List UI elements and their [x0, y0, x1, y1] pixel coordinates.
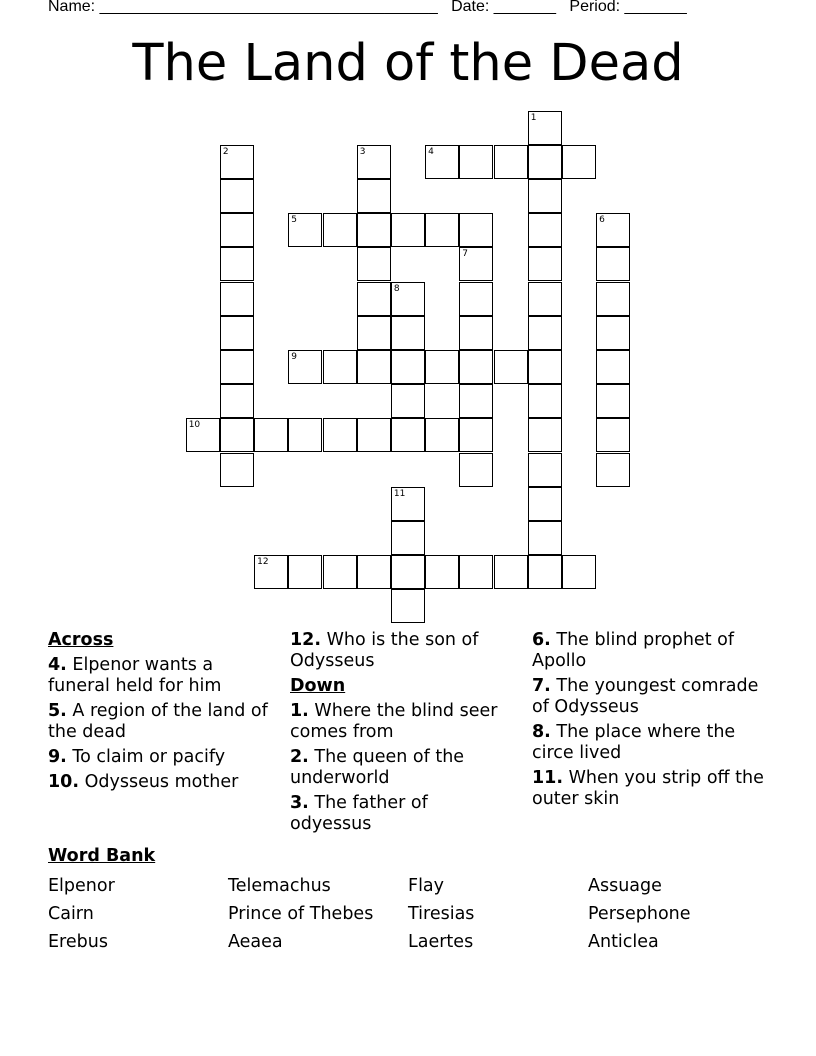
crossword-cell[interactable]	[459, 418, 493, 452]
clue-across-5: 5. A region of the land of the dead	[48, 701, 268, 742]
crossword-cell[interactable]	[288, 418, 322, 452]
crossword-cell[interactable]	[220, 282, 254, 316]
crossword-cell[interactable]	[391, 555, 425, 589]
crossword-cell[interactable]	[391, 521, 425, 555]
crossword-cell[interactable]	[528, 145, 562, 179]
crossword-cell[interactable]	[220, 179, 254, 213]
crossword-cell[interactable]	[323, 213, 357, 247]
word-bank-item: Anticlea	[588, 932, 659, 952]
crossword-cell[interactable]	[288, 555, 322, 589]
word-bank-item: Assuage	[588, 876, 662, 896]
crossword-cell[interactable]	[562, 145, 596, 179]
crossword-cell[interactable]	[391, 316, 425, 350]
across-heading: Across	[48, 630, 114, 650]
word-bank-item: Laertes	[408, 932, 474, 952]
crossword-cell[interactable]	[596, 247, 630, 281]
crossword-cell[interactable]	[357, 213, 391, 247]
page-title: The Land of the Dead	[132, 34, 684, 93]
crossword-cell[interactable]	[459, 453, 493, 487]
clue-column-1	[48, 630, 278, 797]
crossword-cell[interactable]	[459, 282, 493, 316]
clue-down-6: 6. The blind prophet of Apollo	[532, 630, 734, 671]
crossword-cell[interactable]	[425, 555, 459, 589]
clue-down-1: 1. Where the blind seer comes from	[290, 701, 498, 742]
crossword-cell[interactable]	[288, 350, 322, 384]
crossword-cell[interactable]	[391, 589, 425, 623]
clue-number: 2	[222, 146, 229, 157]
word-bank-item: Persephone	[588, 904, 691, 924]
clue-number: 9	[291, 351, 298, 362]
clue-down-2: 2. The queen of the underworld	[290, 747, 465, 788]
crossword-cell[interactable]	[596, 316, 630, 350]
crossword-cell[interactable]	[562, 555, 596, 589]
clue-number: 12	[257, 557, 269, 568]
crossword-cell[interactable]	[459, 213, 493, 247]
clue-number: 5	[291, 215, 298, 226]
crossword-cell[interactable]	[186, 418, 220, 452]
name-label: Name: ______________________________________	[48, 0, 438, 15]
clue-down-7: 7. The youngest comrade of Odysseus	[532, 676, 759, 717]
crossword-cell[interactable]	[323, 555, 357, 589]
crossword-cell[interactable]	[357, 418, 391, 452]
clue-column-2	[290, 630, 510, 839]
word-bank-item: Elpenor	[48, 876, 115, 896]
clue-number: 10	[188, 420, 201, 431]
crossword-cell[interactable]	[528, 316, 562, 350]
crossword-cell[interactable]	[357, 179, 391, 213]
crossword-cell[interactable]	[220, 213, 254, 247]
crossword-cell[interactable]	[425, 418, 459, 452]
clue-number: 11	[393, 488, 406, 499]
crossword-cell[interactable]	[220, 453, 254, 487]
crossword-cell[interactable]	[494, 555, 528, 589]
crossword-cell[interactable]	[357, 316, 391, 350]
word-bank-item: Telemachus	[228, 876, 331, 896]
crossword-cell[interactable]	[528, 350, 562, 384]
crossword-cell[interactable]	[254, 555, 288, 589]
crossword-cell[interactable]	[459, 145, 493, 179]
word-bank-title: Word Bank	[48, 846, 156, 866]
crossword-cell[interactable]	[459, 350, 493, 384]
crossword-cell[interactable]	[528, 111, 562, 145]
crossword-cell[interactable]	[596, 418, 630, 452]
crossword-cell[interactable]	[596, 384, 630, 418]
crossword-cell[interactable]	[459, 384, 493, 418]
clue-column-3	[532, 630, 772, 814]
crossword-cell[interactable]	[288, 213, 322, 247]
crossword-cell[interactable]	[528, 487, 562, 521]
crossword-cell[interactable]	[220, 247, 254, 281]
crossword-cell[interactable]	[357, 247, 391, 281]
crossword-cell[interactable]	[528, 453, 562, 487]
word-bank-item: Prince of Thebes	[228, 904, 374, 924]
crossword-cell[interactable]	[528, 179, 562, 213]
crossword-cell[interactable]	[220, 145, 254, 179]
crossword-cell[interactable]	[357, 282, 391, 316]
clue-across-4: 4. Elpenor wants a funeral held for him	[48, 655, 222, 696]
crossword-cell[interactable]	[425, 350, 459, 384]
word-bank-item: Cairn	[48, 904, 94, 924]
crossword-cell[interactable]	[357, 555, 391, 589]
crossword-cell[interactable]	[391, 487, 425, 521]
crossword-cell[interactable]	[323, 350, 357, 384]
clue-down-3: 3. The father of odyessus	[290, 793, 428, 834]
crossword-cell[interactable]	[391, 418, 425, 452]
clue-number: 1	[530, 112, 537, 123]
crossword-cell[interactable]	[494, 145, 528, 179]
crossword-cell[interactable]	[459, 555, 493, 589]
crossword-cell[interactable]	[596, 453, 630, 487]
clue-number: 6	[599, 215, 605, 226]
clue-number: 7	[462, 249, 469, 260]
crossword-cell[interactable]	[528, 213, 562, 247]
clue-number: 3	[359, 146, 366, 157]
word-bank-item: Tiresias	[408, 904, 475, 924]
crossword-cell[interactable]	[425, 145, 459, 179]
crossword-cell[interactable]	[596, 350, 630, 384]
crossword-cell[interactable]	[528, 282, 562, 316]
crossword-cell[interactable]	[323, 418, 357, 452]
clue-number: 4	[428, 146, 434, 157]
crossword-cell[interactable]	[220, 316, 254, 350]
clue-across-9: 9. To claim or pacify	[48, 747, 226, 767]
crossword-cell[interactable]	[391, 282, 425, 316]
date-label: Date: _______	[451, 0, 557, 15]
crossword-cell[interactable]	[425, 213, 459, 247]
crossword-cell[interactable]	[528, 418, 562, 452]
crossword-cell[interactable]	[528, 555, 562, 589]
crossword-cell[interactable]	[596, 213, 630, 247]
crossword-cell[interactable]	[220, 418, 254, 452]
crossword-cell[interactable]	[459, 247, 493, 281]
crossword-cell[interactable]	[357, 350, 391, 384]
clue-down-11: 11. When you strip off the outer skin	[532, 768, 764, 809]
clue-down-8: 8. The place where the circe lived	[532, 722, 736, 763]
period-label: Period: _______	[569, 0, 687, 15]
crossword-cell[interactable]	[391, 384, 425, 418]
crossword-cell[interactable]	[596, 282, 630, 316]
crossword-cell[interactable]	[220, 350, 254, 384]
crossword-cell[interactable]	[254, 418, 288, 452]
crossword-cell[interactable]	[357, 145, 391, 179]
crossword-cell[interactable]	[528, 247, 562, 281]
crossword-cell[interactable]	[391, 213, 425, 247]
clue-across-12: 12. Who is the son of Odysseus	[290, 630, 479, 671]
crossword-cell[interactable]	[528, 521, 562, 555]
word-bank-item: Flay	[408, 876, 445, 896]
clue-number: 8	[393, 283, 400, 294]
down-heading: Down	[290, 676, 346, 696]
word-bank-item: Erebus	[48, 932, 108, 952]
clue-across-10: 10. Odysseus mother	[48, 772, 239, 792]
word-bank-item: Aeaea	[228, 932, 283, 952]
crossword-cell[interactable]	[528, 384, 562, 418]
crossword-cell[interactable]	[220, 384, 254, 418]
crossword-cell[interactable]	[494, 350, 528, 384]
crossword-cell[interactable]	[391, 350, 425, 384]
crossword-cell[interactable]	[459, 316, 493, 350]
